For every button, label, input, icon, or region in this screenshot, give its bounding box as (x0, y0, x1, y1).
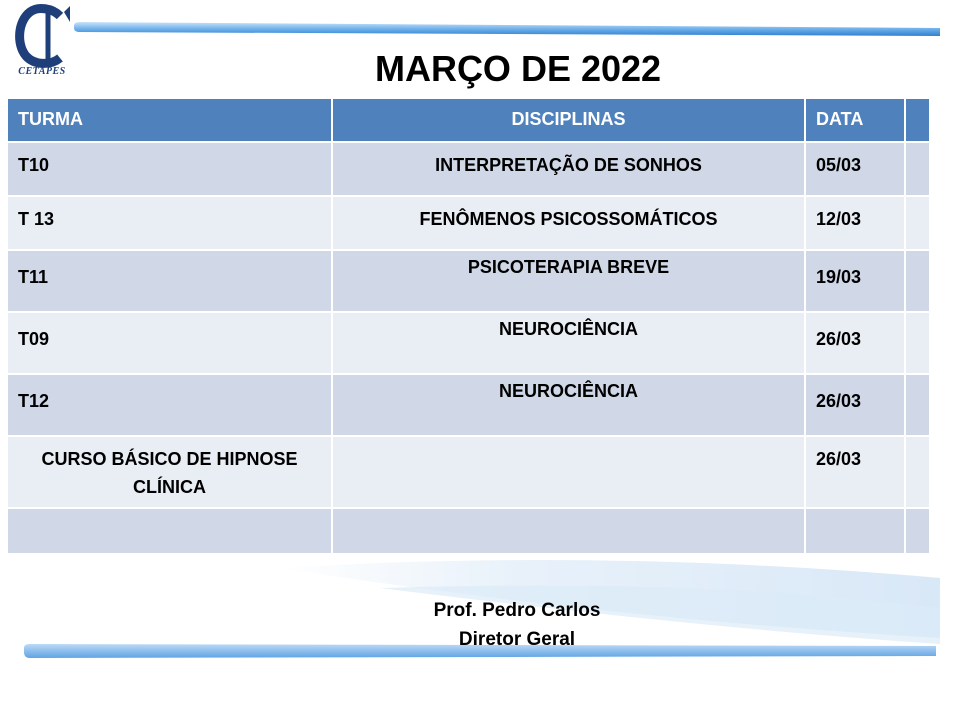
cell-data: 26/03 (805, 312, 905, 374)
cell-disciplina: INTERPRETAÇÃO DE SONHOS (332, 142, 805, 196)
cell-turma: T09 (8, 312, 332, 374)
page-title: MARÇO DE 2022 (374, 48, 662, 89)
cell-turma: CURSO BÁSICO DE HIPNOSE CLÍNICA (8, 436, 332, 508)
cell-disciplina: FENÔMENOS PSICOSSOMÁTICOS (332, 196, 805, 250)
table-row (8, 436, 930, 508)
cell-data: 19/03 (805, 250, 905, 312)
table-row (8, 250, 930, 312)
signature-role: Diretor Geral (458, 629, 576, 650)
table-header-row (8, 99, 930, 142)
table-row (8, 142, 930, 196)
schedule-table (8, 99, 931, 555)
header-turma: TURMA (8, 99, 332, 142)
cell-disciplina (332, 436, 805, 508)
cell-disciplina: PSICOTERAPIA BREVE (332, 250, 805, 312)
cell-disciplina: NEUROCIÊNCIA (332, 312, 805, 374)
cell-data: 12/03 (805, 196, 905, 250)
cell-extra (905, 374, 930, 436)
cell-data: 26/03 (805, 374, 905, 436)
cell-turma: T11 (8, 250, 332, 312)
table-row (8, 312, 930, 374)
cell-extra (905, 142, 930, 196)
header-extra (905, 99, 930, 142)
cell-extra (905, 436, 930, 508)
table-row (8, 196, 930, 250)
signature-block (0, 596, 960, 654)
table-row (8, 374, 930, 436)
cell-extra (905, 196, 930, 250)
cell-turma: T12 (8, 374, 332, 436)
cell-extra (905, 250, 930, 312)
header-decorative-bar (74, 22, 940, 36)
cell-extra (905, 312, 930, 374)
logo-caption: CETAPES (18, 66, 66, 77)
cell-disciplina: NEUROCIÊNCIA (332, 374, 805, 436)
signature-name: Prof. Pedro Carlos (433, 600, 601, 621)
cell-data: 26/03 (805, 436, 905, 508)
cell-turma: T 13 (8, 196, 332, 250)
cell-data: 05/03 (805, 142, 905, 196)
cell-turma: T10 (8, 142, 332, 196)
header-disciplinas: DISCIPLINAS (332, 99, 805, 142)
header-data: DATA (805, 99, 905, 142)
